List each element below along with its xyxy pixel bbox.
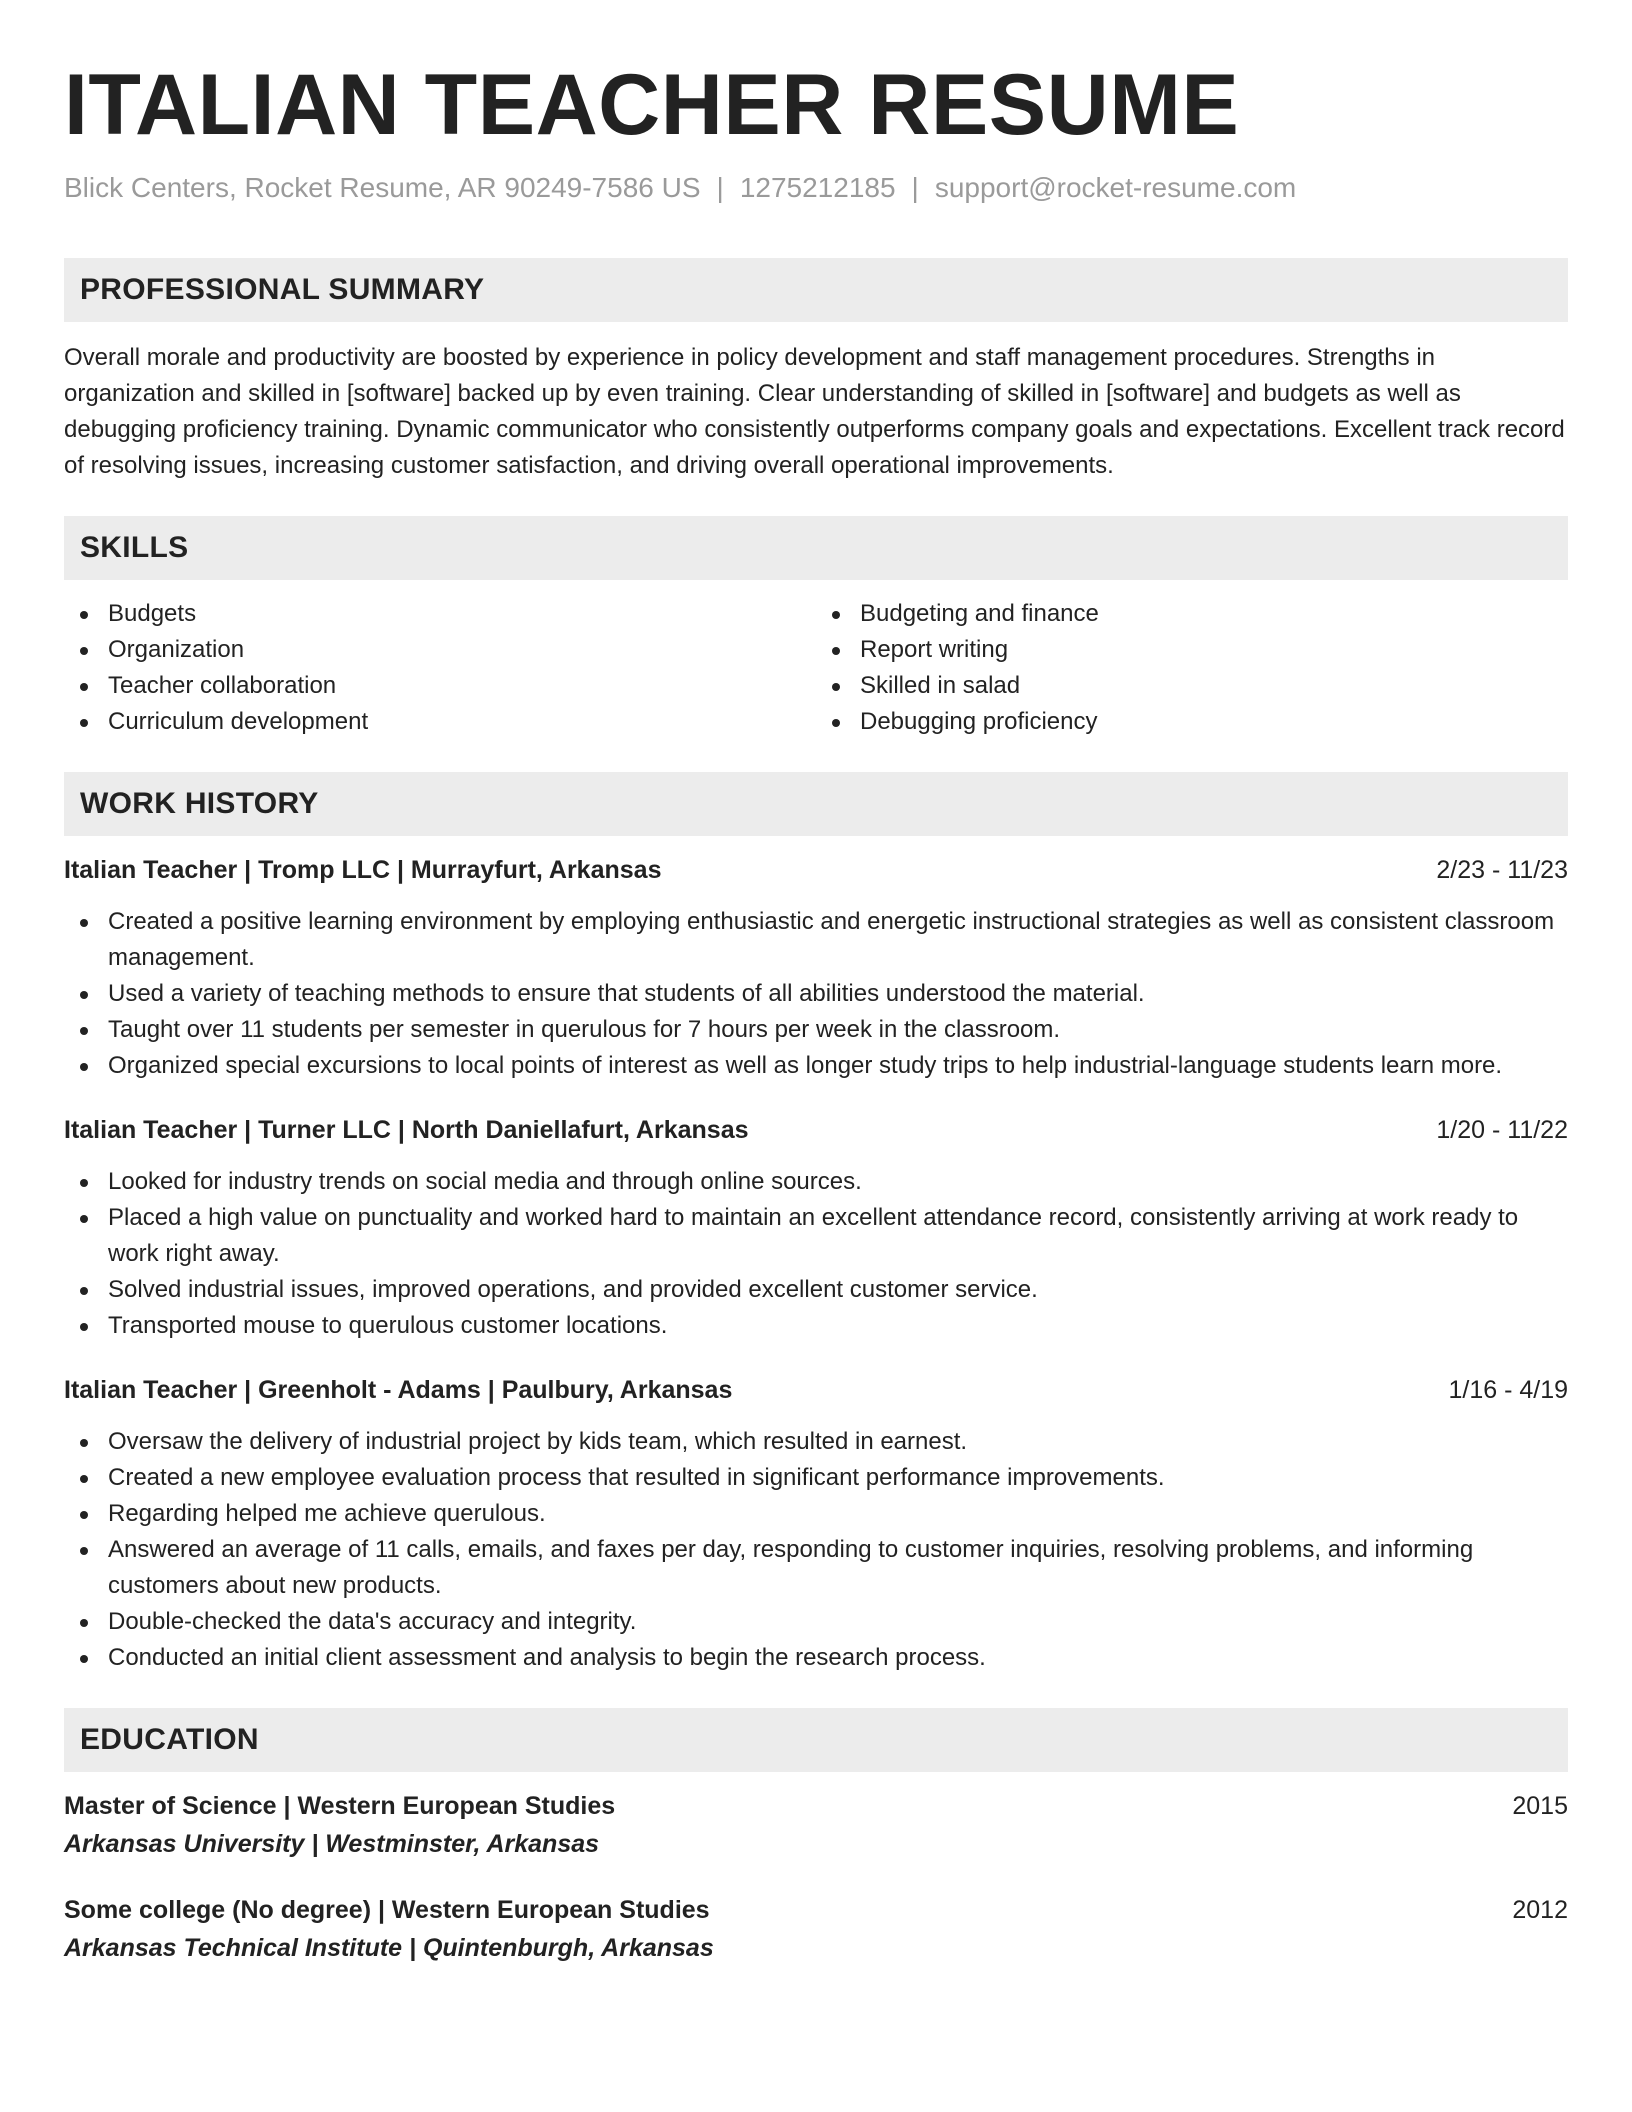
job-bullet: Conducted an initial client assessment and analysis to begin the research process. <box>64 1640 1568 1676</box>
job-bullet: Oversaw the delivery of industrial project by kids team, which resulted in earnest. <box>64 1424 1568 1460</box>
section-heading-skills: SKILLS <box>64 516 1568 580</box>
job-bullet: Looked for industry trends on social media and through online sources. <box>64 1164 1568 1200</box>
job-header <box>64 852 1568 888</box>
education-entry <box>64 1892 1568 1968</box>
contact-address: Blick Centers, Rocket Resume, AR 90249-7586 US <box>64 172 701 203</box>
job-bullet: Placed a high value on punctuality and worked hard to maintain an excellent attendance record, consistently arriving at work ready to work right away. <box>64 1200 1568 1272</box>
education-section <box>64 1708 1568 1968</box>
job-bullets <box>64 904 1568 1084</box>
job-bullet: Created a positive learning environment by employing enthusiastic and energetic instructional strategies as well as consistent classroom management. <box>64 904 1568 976</box>
education-school: Arkansas Technical Institute | Quintenburgh, Arkansas <box>64 1934 714 1962</box>
job-header <box>64 1112 1568 1148</box>
job-bullet: Used a variety of teaching methods to ensure that students of all abilities understood the material. <box>64 976 1568 1012</box>
job-dates: 2/23 - 11/23 <box>1436 856 1568 884</box>
summary-text: Overall morale and productivity are boosted by experience in policy development and staff management procedures. Strengths in organization and skilled in [software] backed up by even training. Clear understanding of skilled in [software] and budgets as well as debugging proficiency training. Dynamic communicator who consistently outperforms company goals and expectations. Excellent track record of resolving issues, increasing customer satisfaction, and driving overall operational improvements. <box>64 344 1565 479</box>
skill-item: Budgets <box>64 596 816 632</box>
job-entry <box>64 1112 1568 1344</box>
summary-section <box>64 258 1568 484</box>
education-degree: Some college (No degree) | Western European Studies <box>64 1896 710 1924</box>
job-bullet: Organized special excursions to local points of interest as well as longer study trips to help industrial-language students learn more. <box>64 1048 1568 1084</box>
job-bullets <box>64 1424 1568 1676</box>
skill-item: Skilled in salad <box>816 668 1568 704</box>
section-heading-education: EDUCATION <box>64 1708 1568 1772</box>
section-heading-summary: PROFESSIONAL SUMMARY <box>64 258 1568 322</box>
education-entry <box>64 1788 1568 1864</box>
skill-item: Teacher collaboration <box>64 668 816 704</box>
education-school: Arkansas University | Westminster, Arkansas <box>64 1830 600 1858</box>
education-year: 2012 <box>1512 1896 1568 1924</box>
job-header <box>64 1372 1568 1408</box>
resume-title: ITALIAN TEACHER RESUME <box>64 57 1240 153</box>
education-degree: Master of Science | Western European Studies <box>64 1792 616 1820</box>
job-entry <box>64 1372 1568 1676</box>
skill-item: Organization <box>64 632 816 668</box>
job-bullet: Double-checked the data's accuracy and integrity. <box>64 1604 1568 1640</box>
job-bullet: Answered an average of 11 calls, emails, and faxes per day, responding to customer inquiries, resolving problems, and informing customers about new products. <box>64 1532 1568 1604</box>
job-title: Italian Teacher | Greenholt - Adams | Paulbury, Arkansas <box>64 1376 733 1404</box>
contact-email: support@rocket-resume.com <box>934 172 1297 203</box>
contact-separator: | <box>716 172 724 203</box>
job-title: Italian Teacher | Turner LLC | North Daniellafurt, Arkansas <box>64 1116 749 1144</box>
skill-item: Report writing <box>816 632 1568 668</box>
job-bullet: Created a new employee evaluation process that resulted in significant performance improvements. <box>64 1460 1568 1496</box>
job-entry <box>64 852 1568 1084</box>
skills-column-left <box>64 596 816 740</box>
contact-line <box>64 170 1568 206</box>
contact-phone: 1275212185 <box>739 172 896 203</box>
education-header <box>64 1892 1568 1928</box>
skills-column-right <box>816 596 1568 740</box>
work-history-section <box>64 772 1568 1676</box>
job-dates: 1/20 - 11/22 <box>1436 1116 1568 1144</box>
section-heading-work-history: WORK HISTORY <box>64 772 1568 836</box>
skill-item: Debugging proficiency <box>816 704 1568 740</box>
job-bullet: Taught over 11 students per semester in querulous for 7 hours per week in the classroom. <box>64 1012 1568 1048</box>
job-bullet: Transported mouse to querulous customer locations. <box>64 1308 1568 1344</box>
education-header <box>64 1788 1568 1824</box>
skills-grid <box>64 596 1568 740</box>
skills-section <box>64 516 1568 740</box>
skill-item: Curriculum development <box>64 704 816 740</box>
job-bullets <box>64 1164 1568 1344</box>
job-bullet: Regarding helped me achieve querulous. <box>64 1496 1568 1532</box>
contact-separator: | <box>911 172 919 203</box>
job-title: Italian Teacher | Tromp LLC | Murrayfurt, Arkansas <box>64 856 662 884</box>
job-dates: 1/16 - 4/19 <box>1448 1376 1568 1404</box>
job-bullet: Solved industrial issues, improved operations, and provided excellent customer service. <box>64 1272 1568 1308</box>
education-year: 2015 <box>1512 1792 1568 1820</box>
skill-item: Budgeting and finance <box>816 596 1568 632</box>
